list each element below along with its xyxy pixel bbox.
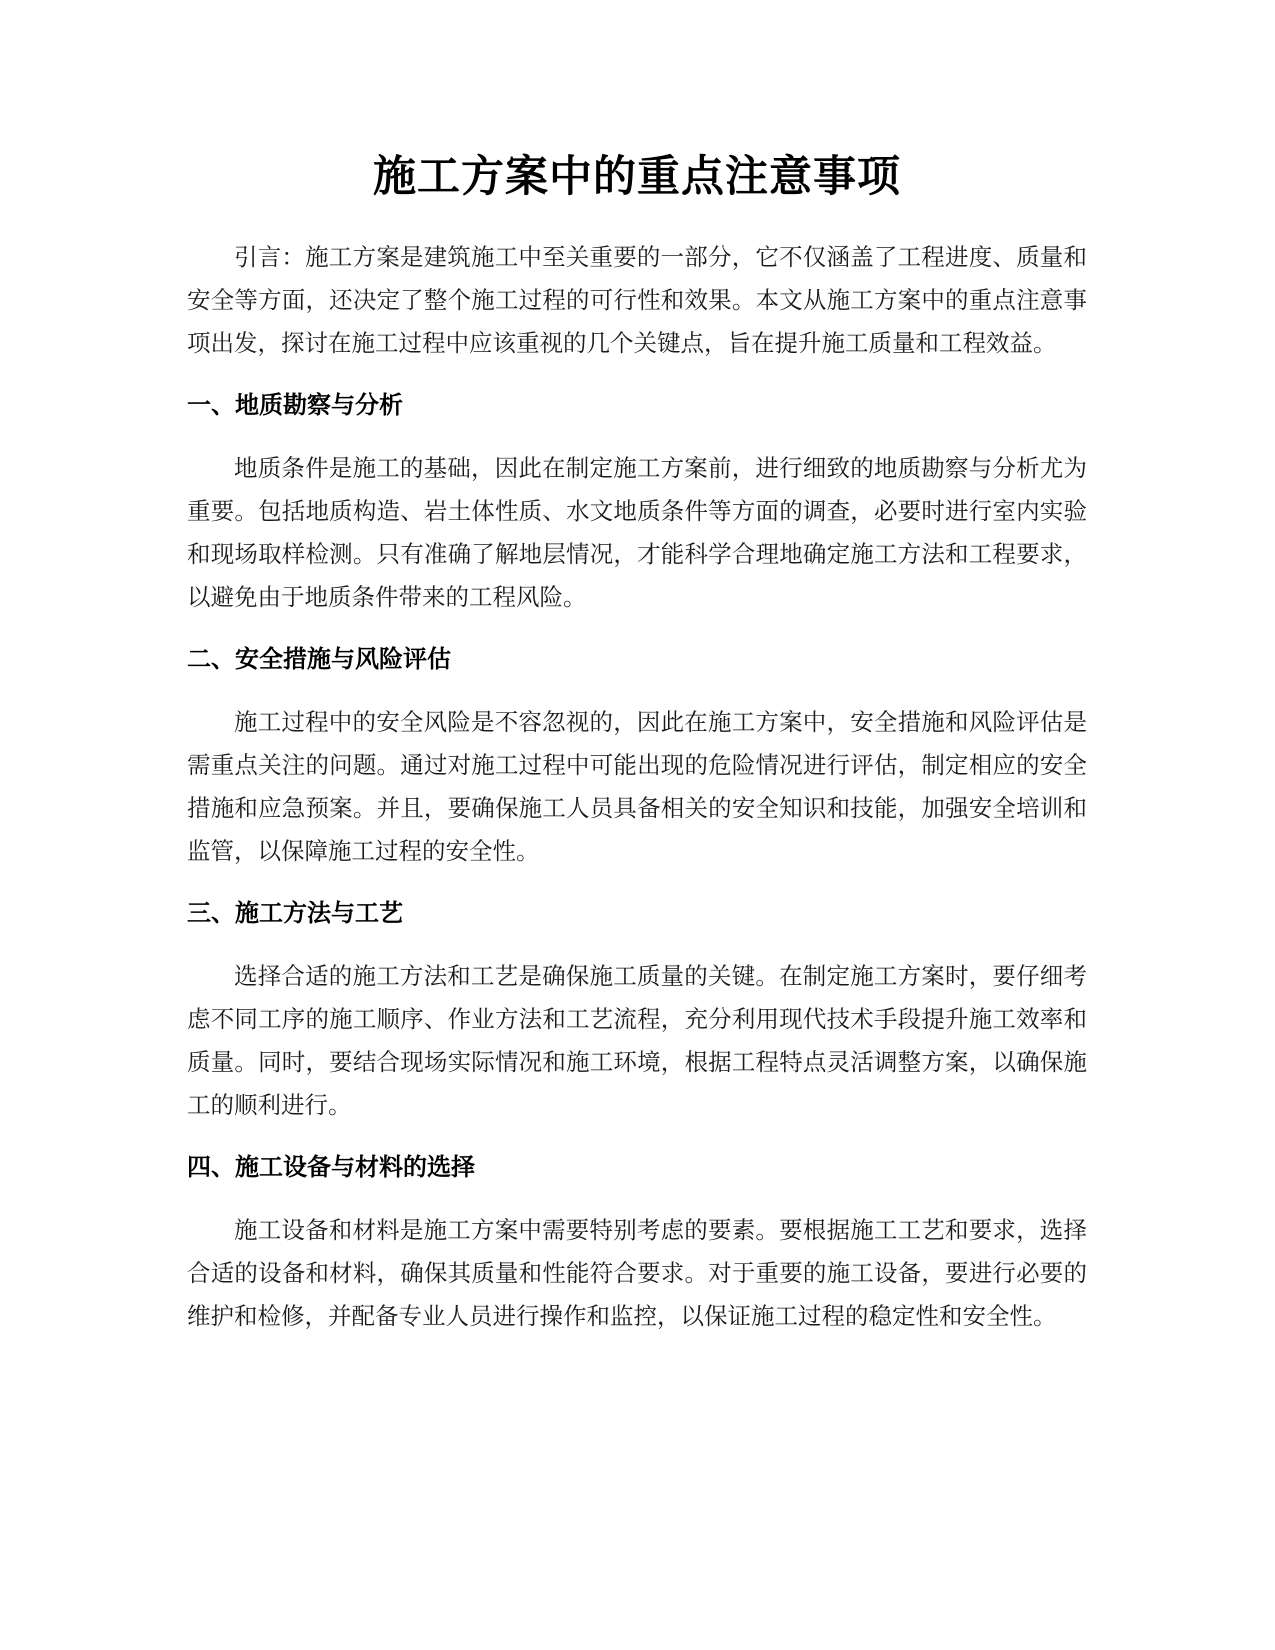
section-geology: [187, 385, 1087, 619]
section-paragraph: 施工设备和材料是施工方案中需要特别考虑的要素。要根据施工工艺和要求，选择合适的设备和材料，确保其质量和性能符合要求。对于重要的施工设备，要进行必要的维护和检修，并配备专业人员进行操作和监控，以保证施工过程的稳定性和安全性。: [187, 1216, 1087, 1330]
section-heading: 三、施工方法与工艺: [187, 899, 403, 927]
section-paragraph: 地质条件是施工的基础，因此在制定施工方案前，进行细致的地质勘察与分析尤为重要。包括地质构造、岩土体性质、水文地质条件等方面的调查，必要时进行室内实验和现场取样检测。只有准确了解地层情况，才能科学合理地确定施工方法和工程要求，以避免由于地质条件带来的工程风险。: [187, 454, 1087, 611]
section-paragraph: 选择合适的施工方法和工艺是确保施工质量的关键。在制定施工方案时，要仔细考虑不同工序的施工顺序、作业方法和工艺流程，充分利用现代技术手段提升施工效率和质量。同时，要结合现场实际情况和施工环境，根据工程特点灵活调整方案，以确保施工的顺利进行。: [187, 962, 1087, 1119]
section-equipment: [187, 1147, 1087, 1338]
section-paragraph: 施工过程中的安全风险是不容忽视的，因此在施工方案中，安全措施和风险评估是需重点关注的问题。通过对施工过程中可能出现的危险情况进行评估，制定相应的安全措施和应急预案。并且，要确保施工人员具备相关的安全知识和技能，加强安全培训和监管，以保障施工过程的安全性。: [187, 708, 1087, 865]
document-body: [187, 146, 1087, 1338]
section-heading: 四、施工设备与材料的选择: [187, 1153, 475, 1181]
section-methods: [187, 893, 1087, 1127]
section-heading: 二、安全措施与风险评估: [187, 645, 451, 673]
intro-paragraph: 引言：施工方案是建筑施工中至关重要的一部分，它不仅涵盖了工程进度、质量和安全等方面，还决定了整个施工过程的可行性和效果。本文从施工方案中的重点注意事项出发，探讨在施工过程中应该重视的几个关键点，旨在提升施工质量和工程效益。: [187, 243, 1087, 357]
page-title: 施工方案中的重点注意事项: [373, 152, 901, 202]
section-heading: 一、地质勘察与分析: [187, 391, 403, 419]
section-safety: [187, 639, 1087, 873]
